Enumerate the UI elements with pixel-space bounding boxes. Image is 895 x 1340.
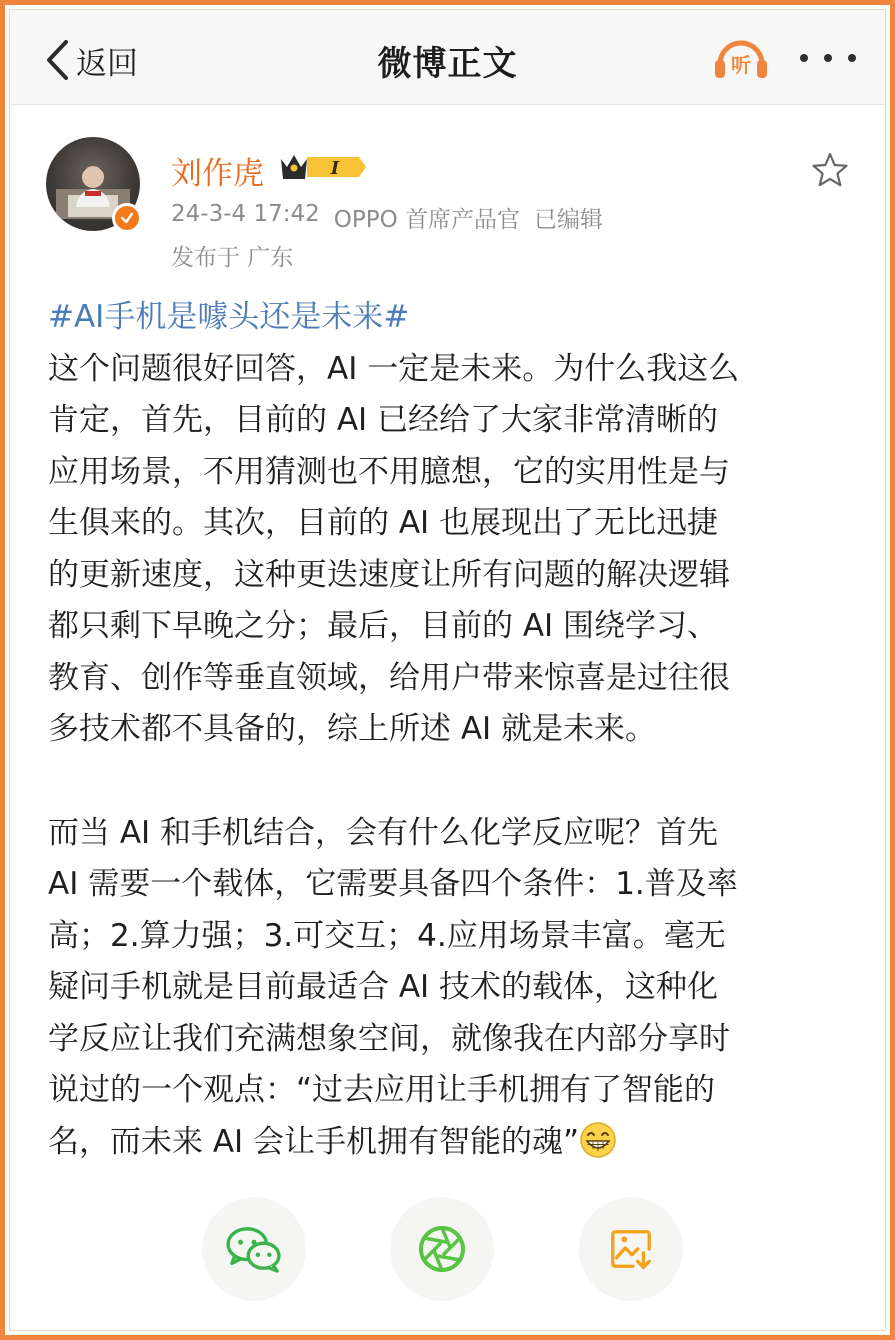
text-line: 教育、创作等垂直领域，给用户带来惊喜是过往很	[48, 659, 730, 696]
favorite-star-icon[interactable]	[811, 151, 849, 189]
text-line: 这个问题很好回答，AI 一定是未来。为什么我这么	[48, 350, 740, 387]
text-line: 说过的一个观点：“过去应用让手机拥有了智能的	[48, 1072, 716, 1108]
text-line: 高；2.算力强；3.可交互；4.应用场景丰富。毫无	[48, 917, 726, 954]
paragraph-1	[48, 344, 848, 756]
author-name[interactable]: 刘作虎	[171, 156, 264, 192]
save-image-icon	[608, 1226, 654, 1272]
dot-icon	[848, 54, 856, 62]
moments-icon	[416, 1223, 468, 1275]
text-line: 名，而未来 AI 会让手机拥有智能的魂”	[48, 1123, 580, 1160]
share-moments-button[interactable]	[390, 1197, 494, 1301]
save-image-button[interactable]	[579, 1197, 683, 1301]
text-line: 学反应让我们充满想象空间，就像我在内部分享时	[48, 1020, 730, 1057]
paragraph-2	[48, 808, 848, 1169]
hashtag-link[interactable]: #AI手机是噱头还是未来#	[48, 299, 410, 335]
text-line: 的更新速度，这种更迭速度让所有问题的解决逻辑	[48, 556, 730, 593]
author-role: OPPO 首席产品官	[333, 207, 520, 233]
headphones-icon	[713, 34, 769, 82]
text-line: 疑问手机就是目前最适合 AI 技术的载体，这种化	[48, 969, 719, 1005]
wechat-icon	[225, 1225, 283, 1273]
paragraph-gap	[48, 756, 848, 808]
text-line: 应用场景，不用猜测也不用臆想，它的实用性是与	[48, 453, 730, 490]
post-location: 发布于 广东	[171, 245, 294, 271]
page-title: 微博正文	[377, 44, 518, 84]
badge-letter: I	[330, 158, 340, 179]
back-label: 返回	[76, 45, 138, 82]
more-options-button[interactable]	[800, 50, 856, 66]
edited-flag[interactable]: 已编辑	[534, 207, 603, 233]
membership-crown-icon[interactable]	[279, 149, 367, 185]
avatar[interactable]	[46, 137, 140, 231]
share-wechat-button[interactable]	[202, 1197, 306, 1301]
listen-label: 听	[731, 53, 751, 77]
text-line: AI 需要一个载体，它需要具备四个条件：1.普及率	[48, 866, 738, 902]
verified-badge-icon	[112, 203, 142, 233]
text-line: 肯定，首先，目前的 AI 已经给了大家非常清晰的	[48, 402, 719, 438]
text-line: 都只剩下早晚之分；最后，目前的 AI 围绕学习、	[48, 608, 719, 644]
grin-emoji-icon	[579, 1121, 617, 1159]
dot-icon	[800, 54, 808, 62]
post-date: 24-3-4 17:42	[171, 201, 320, 227]
post-body	[48, 292, 848, 1168]
nav-bar	[10, 10, 885, 105]
text-line: 生俱来的。其次，目前的 AI 也展现出了无比迅捷	[48, 505, 719, 541]
text-line: 而当 AI 和手机结合，会有什么化学反应呢？首先	[48, 814, 719, 851]
post-meta	[171, 201, 603, 234]
dot-icon	[824, 54, 832, 62]
text-line: 多技术都不具备的，综上所述 AI 就是未来。	[48, 711, 657, 747]
listen-button[interactable]	[713, 34, 769, 82]
